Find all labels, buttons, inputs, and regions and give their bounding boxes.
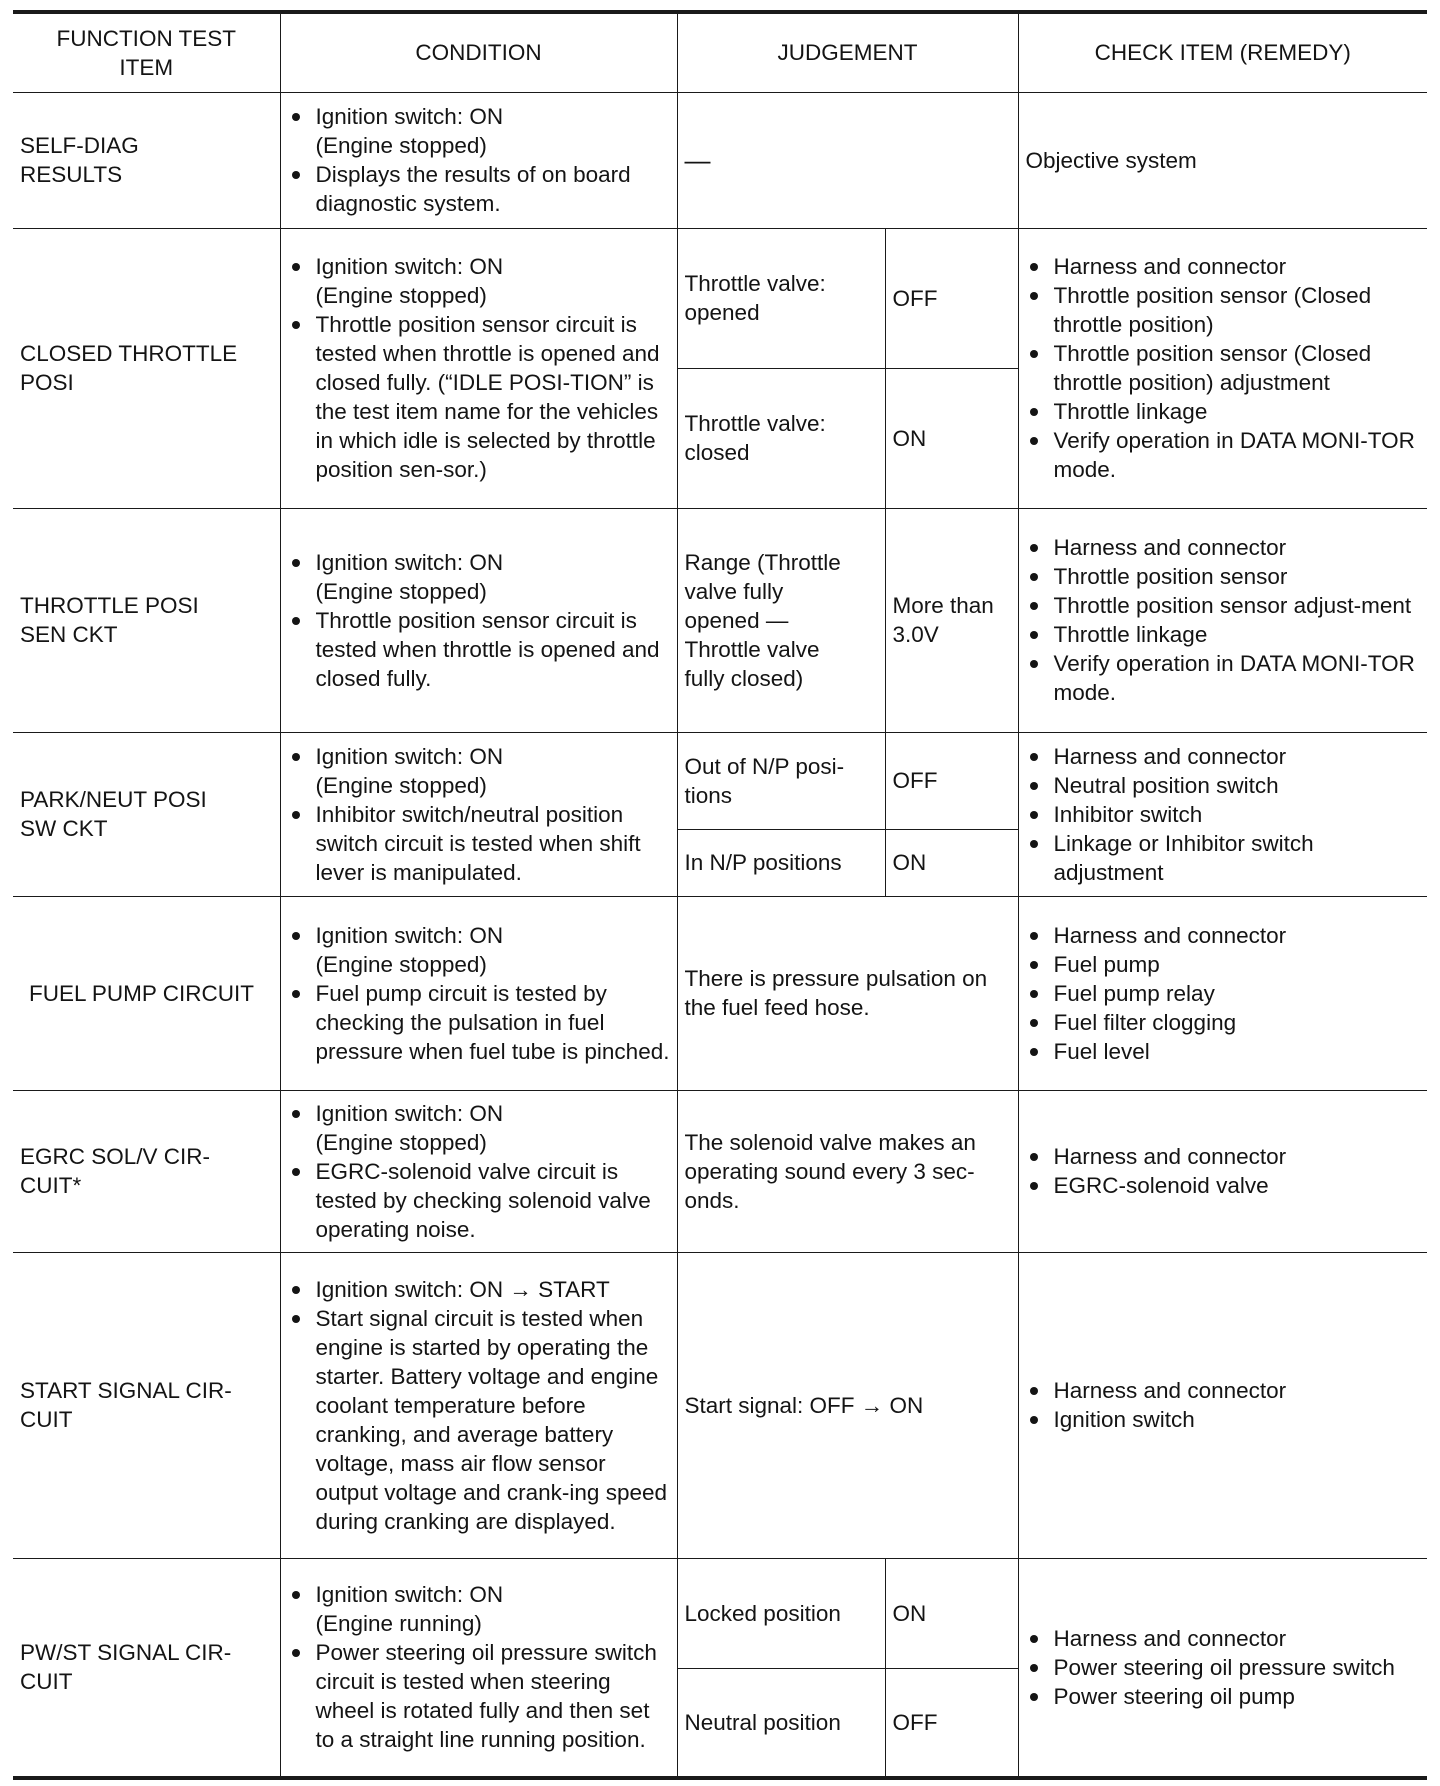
- test-item-name: EGRC SOL/V CIR- CUIT*: [13, 1090, 280, 1252]
- table-row: [13, 508, 1427, 732]
- table-row: [13, 1558, 1427, 1668]
- list-item: Harness and connector: [1026, 1376, 1421, 1405]
- condition-cell: [280, 896, 677, 1090]
- judgement-cell: There is pressure pulsation on the fuel feed hose.: [677, 896, 1018, 1090]
- list-item: Ignition switch: [1026, 1405, 1421, 1434]
- judgement-value: ON: [885, 1558, 1018, 1668]
- list-item: Displays the results of on board diagnostic system.: [288, 160, 670, 218]
- list-item: Throttle position sensor circuit is tested when throttle is opened and closed fully. (“IDLE POSI-TION” is the test item name for the vehicles in which idle is selected by throttle position sen-sor.): [288, 310, 670, 484]
- list-item: Linkage or Inhibitor switch adjustment: [1026, 829, 1421, 887]
- check-item-cell: [1018, 1558, 1427, 1778]
- condition-cell: [280, 508, 677, 732]
- table-row: [13, 896, 1427, 1090]
- header-check-item: CHECK ITEM (REMEDY): [1018, 12, 1427, 92]
- check-list: [1026, 252, 1421, 484]
- list-item: Throttle position sensor adjust-ment: [1026, 591, 1421, 620]
- judgement-state: Throttle valve: closed: [677, 368, 885, 508]
- judgement-value: OFF: [885, 732, 1018, 829]
- test-item-name: PARK/NEUT POSI SW CKT: [13, 732, 280, 896]
- list-item: Ignition switch: ON (Engine stopped): [288, 921, 670, 979]
- condition-list: [288, 102, 670, 218]
- judgement-cell: —: [677, 92, 1018, 228]
- condition-list: [288, 1099, 670, 1244]
- list-item: Ignition switch: ON (Engine stopped): [288, 548, 670, 606]
- list-item: Throttle linkage: [1026, 620, 1421, 649]
- list-item: Power steering oil pump: [1026, 1682, 1421, 1711]
- judgement-cell: The solenoid valve makes an operating sound every 3 sec-onds.: [677, 1090, 1018, 1252]
- check-item-cell: [1018, 228, 1427, 508]
- test-item-name: THROTTLE POSI SEN CKT: [13, 508, 280, 732]
- condition-list: [288, 1580, 670, 1754]
- list-item: Ignition switch: ON (Engine stopped): [288, 1099, 670, 1157]
- list-item: EGRC-solenoid valve circuit is tested by checking solenoid valve operating noise.: [288, 1157, 670, 1244]
- table-row: [13, 1252, 1427, 1558]
- condition-cell: [280, 92, 677, 228]
- check-list: [1026, 1142, 1421, 1200]
- test-item-name: FUEL PUMP CIRCUIT: [13, 896, 280, 1090]
- function-test-table: [13, 10, 1427, 1780]
- list-item: Ignition switch: ON → START: [288, 1275, 670, 1304]
- list-item: Fuel pump relay: [1026, 979, 1421, 1008]
- list-item: Fuel level: [1026, 1037, 1421, 1066]
- list-item: Harness and connector: [1026, 533, 1421, 562]
- judgement-cell: Start signal: OFF → ON: [677, 1252, 1018, 1558]
- judgement-state: Out of N/P posi- tions: [677, 732, 885, 829]
- list-item: Inhibitor switch/neutral position switch circuit is tested when shift lever is manipulated.: [288, 800, 670, 887]
- table-row: [13, 732, 1427, 829]
- check-list: [1026, 1624, 1421, 1711]
- judgement-value: ON: [885, 829, 1018, 896]
- list-item: Harness and connector: [1026, 921, 1421, 950]
- judgement-value: OFF: [885, 1668, 1018, 1778]
- table-row: [13, 92, 1427, 228]
- list-item: Ignition switch: ON (Engine stopped): [288, 252, 670, 310]
- check-list: [1026, 921, 1421, 1066]
- list-item: Start signal circuit is tested when engine is started by operating the starter. Battery voltage and engine coolant temperature before cranking, and average battery voltage, mass air flow sensor output voltage and crank-ing speed during cranking are displayed.: [288, 1304, 670, 1536]
- judgement-state: Throttle valve: opened: [677, 228, 885, 368]
- judgement-state: Range (Throttle valve fully opened — Throttle valve fully closed): [677, 508, 885, 732]
- judgement-value: OFF: [885, 228, 1018, 368]
- list-item: Power steering oil pressure switch circuit is tested when steering wheel is rotated fully and then set to a straight line running position.: [288, 1638, 670, 1754]
- judgement-state: Neutral position: [677, 1668, 885, 1778]
- test-item-name: PW/ST SIGNAL CIR- CUIT: [13, 1558, 280, 1778]
- table-row: [13, 1090, 1427, 1252]
- header-function-test-item: FUNCTION TEST ITEM: [13, 12, 280, 92]
- list-item: Fuel filter clogging: [1026, 1008, 1421, 1037]
- list-item: Throttle position sensor (Closed throttle position): [1026, 281, 1421, 339]
- check-item-cell: [1018, 1090, 1427, 1252]
- check-item-cell: [1018, 508, 1427, 732]
- test-item-name: SELF-DIAG RESULTS: [13, 92, 280, 228]
- condition-cell: [280, 1252, 677, 1558]
- list-item: Power steering oil pressure switch: [1026, 1653, 1421, 1682]
- check-list: [1026, 742, 1421, 887]
- list-item: Ignition switch: ON (Engine stopped): [288, 102, 670, 160]
- condition-list: [288, 742, 670, 887]
- judgement-state: Locked position: [677, 1558, 885, 1668]
- condition-list: [288, 921, 670, 1066]
- header-judgement: JUDGEMENT: [677, 12, 1018, 92]
- judgement-state: In N/P positions: [677, 829, 885, 896]
- list-item: Ignition switch: ON (Engine running): [288, 1580, 670, 1638]
- list-item: Verify operation in DATA MONI-TOR mode.: [1026, 649, 1421, 707]
- judgement-value: ON: [885, 368, 1018, 508]
- list-item: Harness and connector: [1026, 1624, 1421, 1653]
- list-item: Fuel pump circuit is tested by checking the pulsation in fuel pressure when fuel tube is pinched.: [288, 979, 670, 1066]
- list-item: Fuel pump: [1026, 950, 1421, 979]
- condition-cell: [280, 1090, 677, 1252]
- condition-list: [288, 252, 670, 484]
- list-item: Harness and connector: [1026, 742, 1421, 771]
- condition-list: [288, 1275, 670, 1536]
- check-item-cell: [1018, 1252, 1427, 1558]
- check-list: [1026, 1376, 1421, 1434]
- list-item: Throttle position sensor circuit is tested when throttle is opened and closed fully.: [288, 606, 670, 693]
- list-item: Throttle linkage: [1026, 397, 1421, 426]
- list-item: Throttle position sensor (Closed throttle position) adjustment: [1026, 339, 1421, 397]
- list-item: Ignition switch: ON (Engine stopped): [288, 742, 670, 800]
- condition-cell: [280, 732, 677, 896]
- header-row: [13, 12, 1427, 92]
- condition-cell: [280, 228, 677, 508]
- check-item-cell: Objective system: [1018, 92, 1427, 228]
- list-item: Throttle position sensor: [1026, 562, 1421, 591]
- check-list: [1026, 533, 1421, 707]
- judgement-value: More than 3.0V: [885, 508, 1018, 732]
- condition-list: [288, 548, 670, 693]
- test-item-name: START SIGNAL CIR- CUIT: [13, 1252, 280, 1558]
- list-item: Inhibitor switch: [1026, 800, 1421, 829]
- test-item-name: CLOSED THROTTLE POSI: [13, 228, 280, 508]
- list-item: Harness and connector: [1026, 252, 1421, 281]
- check-item-cell: [1018, 896, 1427, 1090]
- list-item: Neutral position switch: [1026, 771, 1421, 800]
- table-row: [13, 228, 1427, 368]
- list-item: EGRC-solenoid valve: [1026, 1171, 1421, 1200]
- condition-cell: [280, 1558, 677, 1778]
- list-item: Verify operation in DATA MONI-TOR mode.: [1026, 426, 1421, 484]
- check-item-cell: [1018, 732, 1427, 896]
- list-item: Harness and connector: [1026, 1142, 1421, 1171]
- header-condition: CONDITION: [280, 12, 677, 92]
